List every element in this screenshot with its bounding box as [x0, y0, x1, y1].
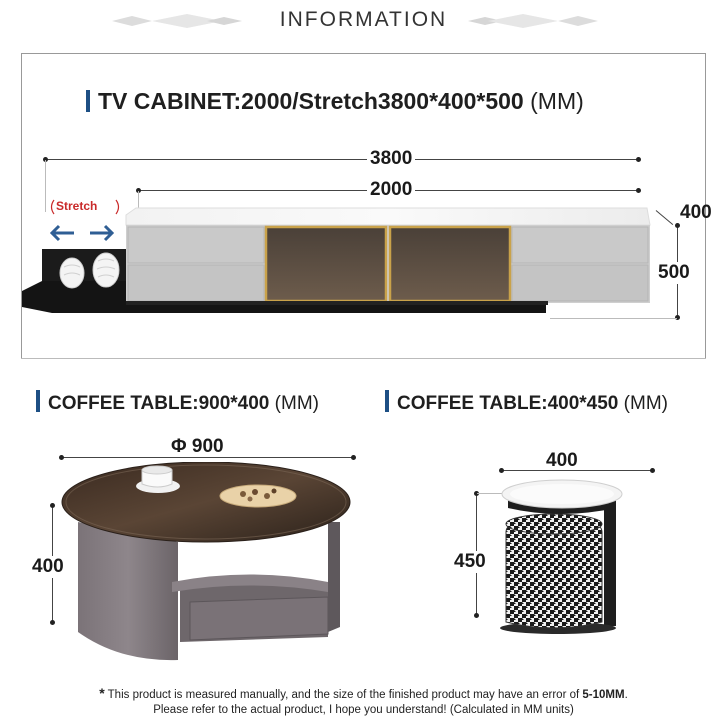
dim-dot	[50, 503, 55, 508]
dim-dot	[636, 188, 641, 193]
dim-label-450: 450	[454, 551, 486, 572]
tv-cabinet-image	[22, 205, 652, 317]
dim-line-3800	[46, 159, 639, 160]
dim-dot	[650, 468, 655, 473]
tv-cabinet-title-text: TV CABINET:2000/Stretch3800*400*500	[98, 88, 524, 114]
dim-dot	[50, 620, 55, 625]
dim-guide-bottom	[550, 318, 677, 319]
page-title: INFORMATION	[279, 8, 448, 31]
dim-dot	[675, 223, 680, 228]
tv-cabinet-title	[86, 88, 584, 115]
dim-dot	[499, 468, 504, 473]
dim-dot	[59, 455, 64, 460]
footer-note-line1	[0, 685, 727, 701]
dim-dot	[351, 455, 356, 460]
title-accent-bar	[86, 90, 90, 112]
dim-label-400-ct1: 400	[32, 556, 64, 577]
section-divider	[21, 358, 706, 359]
dim-line-400-depth	[656, 210, 673, 225]
dim-label-3800: 3800	[367, 148, 415, 170]
title-accent-bar	[36, 390, 40, 412]
title-accent-bar	[385, 390, 389, 412]
dim-label-500: 500	[658, 262, 690, 283]
coffee-table-1-title	[36, 390, 319, 415]
dim-dot	[636, 157, 641, 162]
asterisk-icon: *	[99, 685, 105, 701]
coffee-table-2-title	[385, 390, 668, 415]
note-text: This product is measured manually, and the size of the finished product may have an error of	[107, 689, 580, 701]
coffee-table-2-unit: (MM)	[623, 393, 668, 414]
coffee-table-2-title-text: COFFEE TABLE:400*450	[397, 393, 619, 414]
coffee-table-round-image	[60, 462, 356, 662]
header-right-ornament	[468, 14, 598, 28]
dim-dot	[474, 613, 479, 618]
note-error-value: 5-10MM	[582, 689, 625, 701]
note-period: .	[624, 689, 628, 701]
footer-note-line2: Please refer to the actual product, I hope you understand! (Calculated in MM units)	[153, 704, 574, 716]
dim-label-2000: 2000	[367, 179, 415, 201]
coffee-table-1-title-text: COFFEE TABLE:900*400	[48, 393, 270, 414]
frame-top-line	[21, 53, 706, 54]
coffee-table-side-image	[498, 478, 630, 636]
dim-label-400-ct2: 400	[546, 450, 578, 471]
coffee-table-1-unit: (MM)	[274, 393, 319, 414]
dim-label-400-depth: 400	[680, 202, 712, 223]
dim-label-900: Φ 900	[171, 436, 224, 457]
stretch-label: Stretch	[56, 199, 98, 213]
tv-cabinet-unit: (MM)	[530, 88, 584, 114]
